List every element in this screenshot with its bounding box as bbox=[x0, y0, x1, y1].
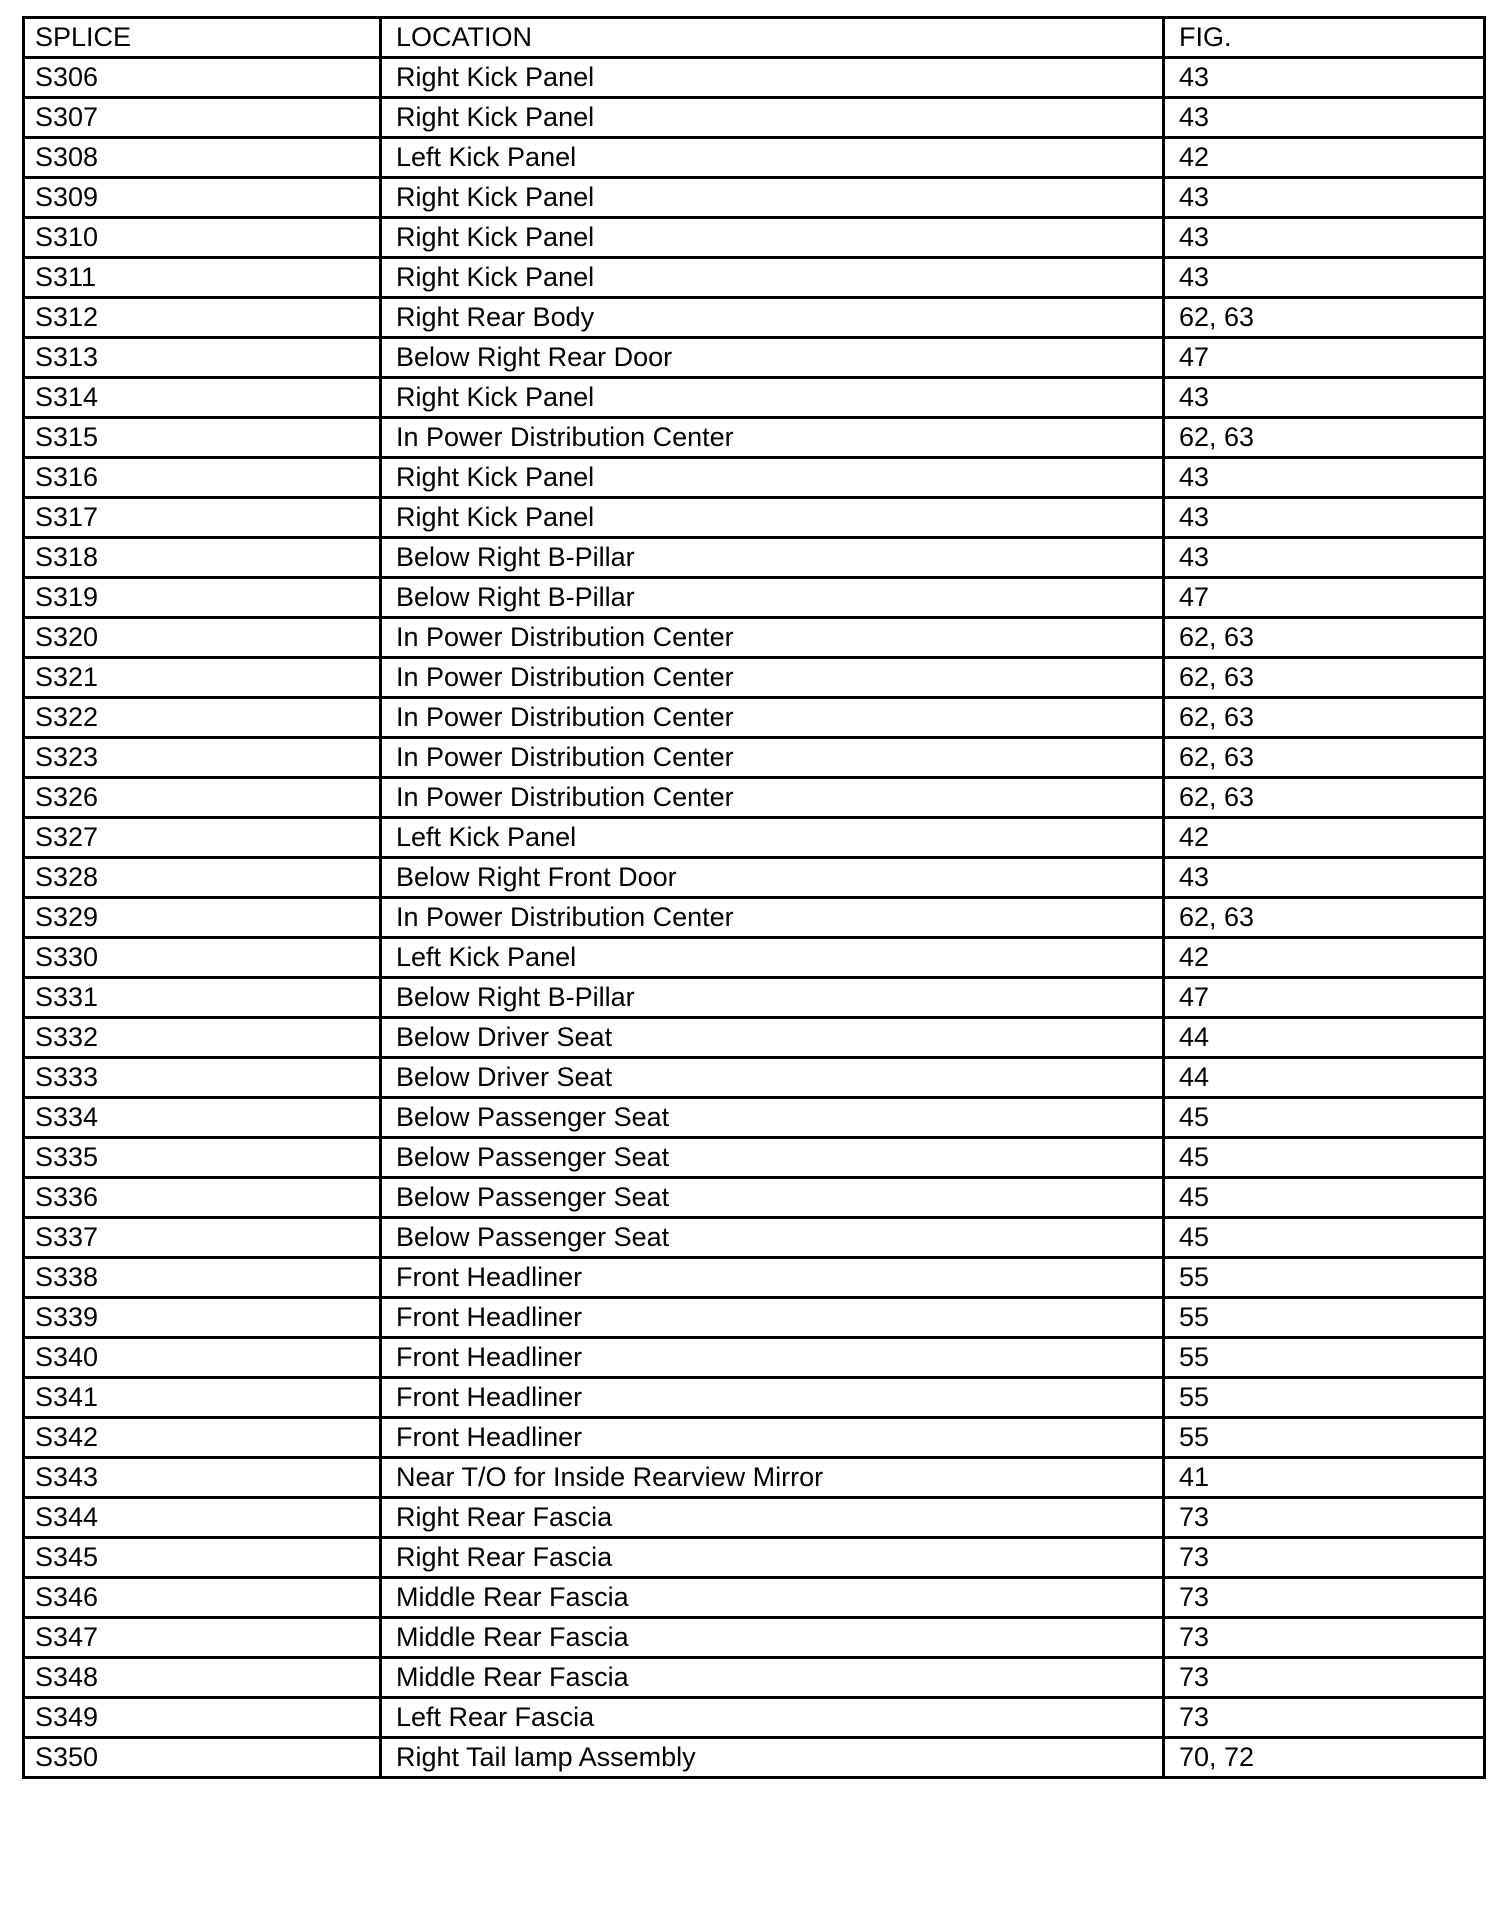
cell-fig: 73 bbox=[1164, 1538, 1485, 1578]
cell-fig: 55 bbox=[1164, 1338, 1485, 1378]
cell-splice: S323 bbox=[24, 738, 381, 778]
cell-fig: 62, 63 bbox=[1164, 698, 1485, 738]
cell-fig: 62, 63 bbox=[1164, 618, 1485, 658]
cell-location: Middle Rear Fascia bbox=[381, 1578, 1164, 1618]
table-row bbox=[24, 418, 1485, 458]
cell-location: Below Right B-Pillar bbox=[381, 538, 1164, 578]
table-row bbox=[24, 1658, 1485, 1698]
cell-fig: 47 bbox=[1164, 978, 1485, 1018]
cell-splice: S345 bbox=[24, 1538, 381, 1578]
cell-location: Right Rear Fascia bbox=[381, 1538, 1164, 1578]
cell-location: Right Kick Panel bbox=[381, 178, 1164, 218]
cell-fig: 45 bbox=[1164, 1178, 1485, 1218]
cell-location: Below Passenger Seat bbox=[381, 1218, 1164, 1258]
table-header-row bbox=[24, 18, 1485, 58]
cell-splice: S342 bbox=[24, 1418, 381, 1458]
cell-splice: S338 bbox=[24, 1258, 381, 1298]
cell-fig: 62, 63 bbox=[1164, 298, 1485, 338]
table-row bbox=[24, 658, 1485, 698]
table-row bbox=[24, 1338, 1485, 1378]
cell-fig: 43 bbox=[1164, 258, 1485, 298]
cell-splice: S346 bbox=[24, 1578, 381, 1618]
cell-splice: S332 bbox=[24, 1018, 381, 1058]
cell-location: Left Kick Panel bbox=[381, 938, 1164, 978]
table-row bbox=[24, 1578, 1485, 1618]
cell-fig: 62, 63 bbox=[1164, 738, 1485, 778]
cell-splice: S321 bbox=[24, 658, 381, 698]
cell-splice: S335 bbox=[24, 1138, 381, 1178]
header-splice: SPLICE bbox=[24, 18, 381, 58]
table-row bbox=[24, 178, 1485, 218]
table-row bbox=[24, 1298, 1485, 1338]
table-row bbox=[24, 1138, 1485, 1178]
cell-fig: 73 bbox=[1164, 1658, 1485, 1698]
table-row bbox=[24, 858, 1485, 898]
cell-splice: S307 bbox=[24, 98, 381, 138]
table-row bbox=[24, 1098, 1485, 1138]
cell-fig: 43 bbox=[1164, 538, 1485, 578]
table-row bbox=[24, 338, 1485, 378]
cell-fig: 73 bbox=[1164, 1578, 1485, 1618]
cell-splice: S337 bbox=[24, 1218, 381, 1258]
table-row bbox=[24, 818, 1485, 858]
cell-location: Front Headliner bbox=[381, 1338, 1164, 1378]
cell-location: In Power Distribution Center bbox=[381, 698, 1164, 738]
cell-fig: 62, 63 bbox=[1164, 778, 1485, 818]
cell-fig: 45 bbox=[1164, 1098, 1485, 1138]
cell-location: Right Kick Panel bbox=[381, 258, 1164, 298]
cell-location: Below Right Rear Door bbox=[381, 338, 1164, 378]
cell-splice: S320 bbox=[24, 618, 381, 658]
cell-splice: S311 bbox=[24, 258, 381, 298]
table-row bbox=[24, 978, 1485, 1018]
table-row bbox=[24, 778, 1485, 818]
cell-splice: S317 bbox=[24, 498, 381, 538]
cell-fig: 43 bbox=[1164, 178, 1485, 218]
cell-splice: S336 bbox=[24, 1178, 381, 1218]
cell-fig: 73 bbox=[1164, 1498, 1485, 1538]
cell-fig: 43 bbox=[1164, 218, 1485, 258]
table-row bbox=[24, 258, 1485, 298]
cell-location: Right Kick Panel bbox=[381, 218, 1164, 258]
cell-fig: 43 bbox=[1164, 858, 1485, 898]
table-body bbox=[24, 58, 1485, 1778]
cell-location: In Power Distribution Center bbox=[381, 898, 1164, 938]
cell-splice: S331 bbox=[24, 978, 381, 1018]
cell-location: Middle Rear Fascia bbox=[381, 1618, 1164, 1658]
cell-fig: 42 bbox=[1164, 138, 1485, 178]
cell-location: Below Driver Seat bbox=[381, 1018, 1164, 1058]
table-row bbox=[24, 378, 1485, 418]
table-row bbox=[24, 458, 1485, 498]
cell-splice: S309 bbox=[24, 178, 381, 218]
cell-splice: S314 bbox=[24, 378, 381, 418]
table-row bbox=[24, 1538, 1485, 1578]
cell-fig: 45 bbox=[1164, 1218, 1485, 1258]
cell-location: Right Tail lamp Assembly bbox=[381, 1738, 1164, 1778]
cell-location: In Power Distribution Center bbox=[381, 738, 1164, 778]
table-row bbox=[24, 578, 1485, 618]
cell-location: Below Passenger Seat bbox=[381, 1098, 1164, 1138]
table-row bbox=[24, 1418, 1485, 1458]
cell-fig: 44 bbox=[1164, 1058, 1485, 1098]
cell-splice: S350 bbox=[24, 1738, 381, 1778]
cell-splice: S308 bbox=[24, 138, 381, 178]
header-fig: FIG. bbox=[1164, 18, 1485, 58]
cell-splice: S334 bbox=[24, 1098, 381, 1138]
cell-fig: 70, 72 bbox=[1164, 1738, 1485, 1778]
cell-fig: 43 bbox=[1164, 458, 1485, 498]
table-row bbox=[24, 938, 1485, 978]
splice-location-table bbox=[22, 16, 1486, 1779]
table-row bbox=[24, 138, 1485, 178]
cell-splice: S341 bbox=[24, 1378, 381, 1418]
table-row bbox=[24, 498, 1485, 538]
cell-location: Right Kick Panel bbox=[381, 58, 1164, 98]
table-row bbox=[24, 1178, 1485, 1218]
cell-location: Right Kick Panel bbox=[381, 498, 1164, 538]
table-row bbox=[24, 1058, 1485, 1098]
cell-splice: S347 bbox=[24, 1618, 381, 1658]
cell-fig: 45 bbox=[1164, 1138, 1485, 1178]
cell-fig: 42 bbox=[1164, 938, 1485, 978]
cell-location: Front Headliner bbox=[381, 1298, 1164, 1338]
cell-fig: 62, 63 bbox=[1164, 658, 1485, 698]
cell-splice: S327 bbox=[24, 818, 381, 858]
cell-splice: S312 bbox=[24, 298, 381, 338]
cell-splice: S326 bbox=[24, 778, 381, 818]
cell-location: Front Headliner bbox=[381, 1258, 1164, 1298]
cell-splice: S313 bbox=[24, 338, 381, 378]
cell-fig: 55 bbox=[1164, 1418, 1485, 1458]
cell-fig: 41 bbox=[1164, 1458, 1485, 1498]
cell-location: In Power Distribution Center bbox=[381, 778, 1164, 818]
table-row bbox=[24, 898, 1485, 938]
cell-location: Right Kick Panel bbox=[381, 98, 1164, 138]
table-row bbox=[24, 298, 1485, 338]
cell-location: In Power Distribution Center bbox=[381, 618, 1164, 658]
cell-splice: S348 bbox=[24, 1658, 381, 1698]
table-row bbox=[24, 98, 1485, 138]
cell-location: Left Rear Fascia bbox=[381, 1698, 1164, 1738]
cell-splice: S349 bbox=[24, 1698, 381, 1738]
cell-location: Right Kick Panel bbox=[381, 378, 1164, 418]
cell-location: Front Headliner bbox=[381, 1378, 1164, 1418]
cell-location: Front Headliner bbox=[381, 1418, 1164, 1458]
cell-location: In Power Distribution Center bbox=[381, 418, 1164, 458]
cell-splice: S340 bbox=[24, 1338, 381, 1378]
cell-location: Below Right B-Pillar bbox=[381, 578, 1164, 618]
cell-location: Right Kick Panel bbox=[381, 458, 1164, 498]
cell-location: Right Rear Fascia bbox=[381, 1498, 1164, 1538]
table-row bbox=[24, 618, 1485, 658]
cell-splice: S330 bbox=[24, 938, 381, 978]
cell-splice: S339 bbox=[24, 1298, 381, 1338]
cell-location: Below Right Front Door bbox=[381, 858, 1164, 898]
table-row bbox=[24, 1498, 1485, 1538]
table-row bbox=[24, 1258, 1485, 1298]
table-row bbox=[24, 538, 1485, 578]
cell-splice: S344 bbox=[24, 1498, 381, 1538]
cell-splice: S318 bbox=[24, 538, 381, 578]
cell-splice: S306 bbox=[24, 58, 381, 98]
cell-fig: 62, 63 bbox=[1164, 898, 1485, 938]
table-row bbox=[24, 1018, 1485, 1058]
cell-fig: 47 bbox=[1164, 338, 1485, 378]
cell-fig: 55 bbox=[1164, 1258, 1485, 1298]
cell-splice: S310 bbox=[24, 218, 381, 258]
table-row bbox=[24, 218, 1485, 258]
cell-fig: 62, 63 bbox=[1164, 418, 1485, 458]
cell-fig: 43 bbox=[1164, 498, 1485, 538]
cell-fig: 55 bbox=[1164, 1298, 1485, 1338]
cell-splice: S315 bbox=[24, 418, 381, 458]
table-row bbox=[24, 1378, 1485, 1418]
table-row bbox=[24, 1738, 1485, 1778]
cell-location: Below Driver Seat bbox=[381, 1058, 1164, 1098]
table-row bbox=[24, 698, 1485, 738]
cell-splice: S316 bbox=[24, 458, 381, 498]
cell-location: In Power Distribution Center bbox=[381, 658, 1164, 698]
cell-fig: 73 bbox=[1164, 1618, 1485, 1658]
cell-splice: S343 bbox=[24, 1458, 381, 1498]
cell-fig: 47 bbox=[1164, 578, 1485, 618]
cell-fig: 43 bbox=[1164, 98, 1485, 138]
cell-location: Left Kick Panel bbox=[381, 138, 1164, 178]
cell-splice: S333 bbox=[24, 1058, 381, 1098]
cell-fig: 43 bbox=[1164, 58, 1485, 98]
header-location: LOCATION bbox=[381, 18, 1164, 58]
cell-fig: 42 bbox=[1164, 818, 1485, 858]
cell-fig: 55 bbox=[1164, 1378, 1485, 1418]
cell-location: Near T/O for Inside Rearview Mirror bbox=[381, 1458, 1164, 1498]
cell-location: Below Passenger Seat bbox=[381, 1178, 1164, 1218]
table-row bbox=[24, 738, 1485, 778]
cell-fig: 43 bbox=[1164, 378, 1485, 418]
cell-location: Below Right B-Pillar bbox=[381, 978, 1164, 1018]
cell-fig: 44 bbox=[1164, 1018, 1485, 1058]
cell-splice: S328 bbox=[24, 858, 381, 898]
cell-splice: S319 bbox=[24, 578, 381, 618]
table-row bbox=[24, 1218, 1485, 1258]
table-row bbox=[24, 1618, 1485, 1658]
cell-location: Below Passenger Seat bbox=[381, 1138, 1164, 1178]
cell-location: Left Kick Panel bbox=[381, 818, 1164, 858]
table-row bbox=[24, 58, 1485, 98]
cell-splice: S322 bbox=[24, 698, 381, 738]
table-row bbox=[24, 1458, 1485, 1498]
cell-location: Middle Rear Fascia bbox=[381, 1658, 1164, 1698]
table-row bbox=[24, 1698, 1485, 1738]
cell-fig: 73 bbox=[1164, 1698, 1485, 1738]
cell-location: Right Rear Body bbox=[381, 298, 1164, 338]
cell-splice: S329 bbox=[24, 898, 381, 938]
